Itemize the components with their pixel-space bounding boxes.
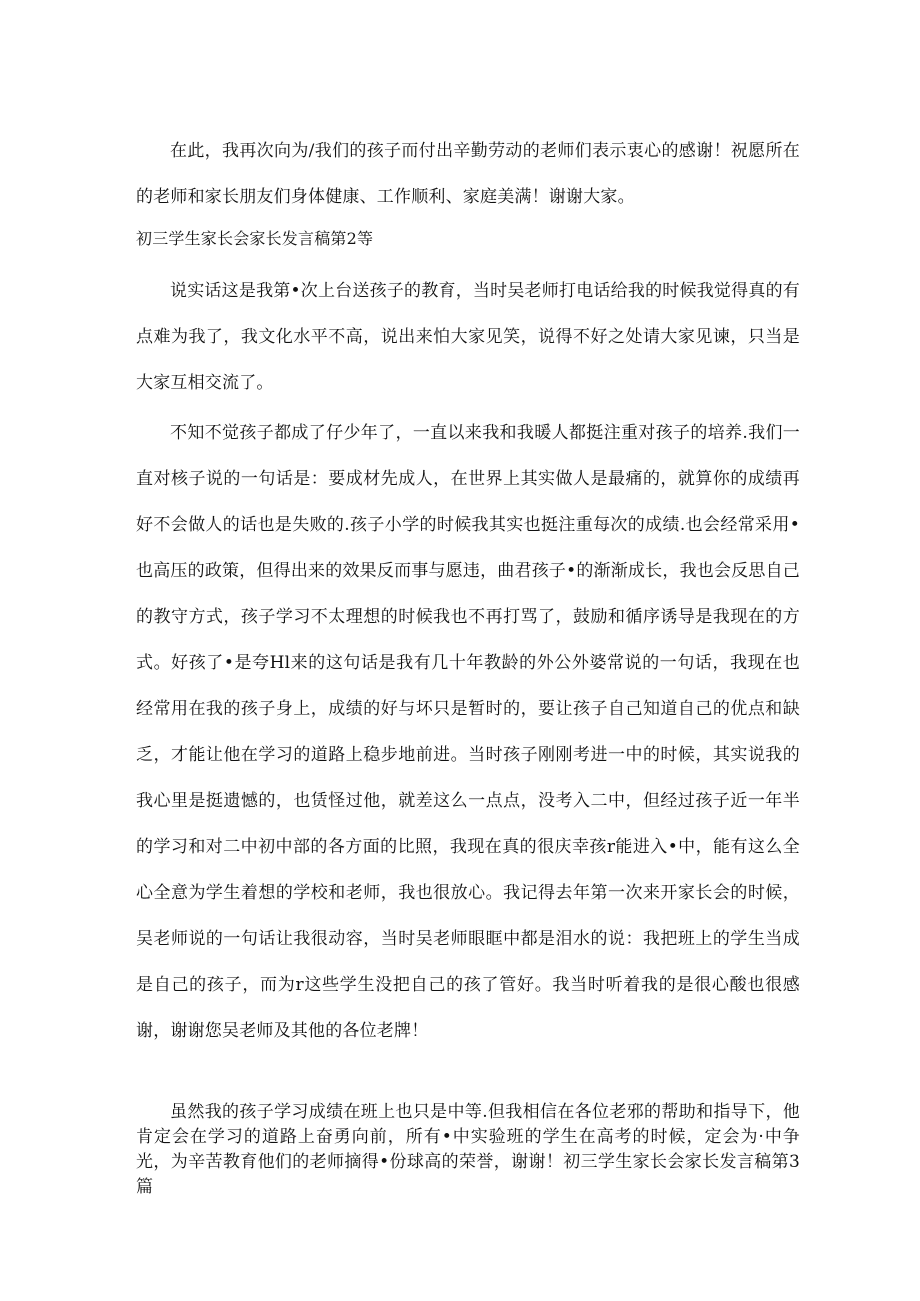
section-title: 初三学生家长会家长发言稿第2等 bbox=[136, 229, 374, 248]
intro-paragraph: 说实话这是我第•次上台送孩子的教育，当时吴老师打电话给我的时候我觉得真的有点难为我了，我文化水平不高，说出来怕大家见笑，说得不好之处请大家见谏，只当是大家互相交流了。 bbox=[136, 281, 800, 393]
final-paragraph: 虽然我的孩子学习成绩在班上也只是中等.但我相信在各位老邪的帮助和指导下，他肯定会在学习的道路上奋勇向前，所有•中实验班的学生在高考的时候，定会为·中争光，为辛苦教育他们的老师摘得•份球高的荣誉，谢谢！初三学生家长会家长发言稿第3篇 bbox=[136, 1102, 800, 1197]
closing-paragraph: 在此，我再次向为/我们的孩子而付出辛勤劳动的老师们表示衷心的感谢！祝愿所在的老师和家长朋友们身体健康、工作顺利、家庭美满！谢谢大家。 bbox=[136, 141, 800, 207]
main-paragraph: 不知不觉孩子都成了仔少年了，一直以来我和我暖人都挺注重对孩子的培养.我们一直对核子说的一句话是：要成材先成人，在世界上其实做人是最痛的，就算你的成绩再好不会做人的话也是失败的.孩子小学的时候我其实也挺注重每次的成绩.也会经常采用•也高压的政策，但得出来的效果反而事与愿违，曲君孩子•的渐渐成长，我也会反思自己的教守方式，孩子学习不太理想的时候我也不再打骂了，鼓励和循序诱导是我现在的方式。好孩了•是夸Hl来的这句话是我有几十年教龄的外公外婆常说的一句话，我现在也经常用在我的孩子身上，成绩的好与坏只是暂时的，要让孩子自己知道自己的优点和缺乏，才能让他在学习的道路上稳步地前进。当时孩子刚刚考进一中的时候，其实说我的我心里是挺遗憾的，也赁怪过他，就差这么一点点，没考入二中，但经过孩子近一年半的学习和对二中初中部的各方面的比照，我现在真的很庆幸孩r能进入•中，能有这么全心全意为学生着想的学校和老师，我也很放心。我记得去年第一次来开家长会的时候，吴老师说的一句话让我很动容，当时吴老师眼眶中都是泪水的说：我把班上的学生当成是自己的孩子，而为r这些学生没把自己的孩了管好。我当时听着我的是很心酸也很感谢，谢谢您吴老师及其他的各位老牌！ bbox=[136, 423, 800, 1041]
